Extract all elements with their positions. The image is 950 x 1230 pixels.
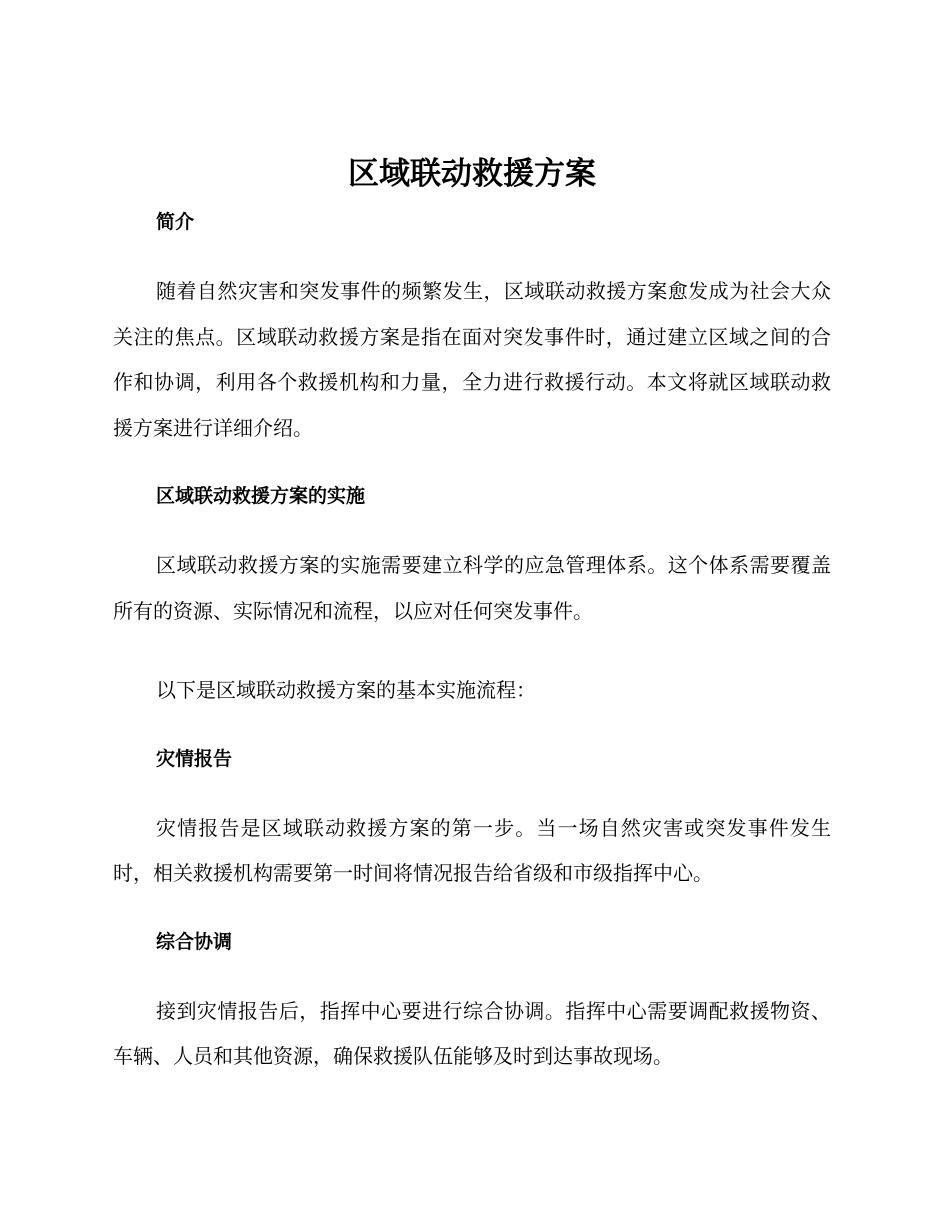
section-heading-coordination: 综合协调 xyxy=(156,930,233,953)
paragraph-coordination: 接到灾情报告后，指挥中心要进行综合协调。指挥中心需要调配救援物资、车辆、人员和其他资源，确保救援队伍能够及时到达事故现场。 xyxy=(113,998,831,1068)
section-heading-implementation: 区域联动救援方案的实施 xyxy=(156,485,366,507)
section-heading-disaster-report: 灾情报告 xyxy=(156,747,233,770)
section-disaster-report xyxy=(113,746,831,897)
section-implementation xyxy=(113,483,831,714)
document-page xyxy=(113,152,831,1080)
paragraph-process-intro: 以下是区域联动救援方案的基本实施流程： xyxy=(156,678,536,702)
section-heading-intro: 简介 xyxy=(156,211,195,233)
paragraph-disaster-report: 灾情报告是区域联动救援方案的第一步。当一场自然灾害或突发事件发生时，相关救援机构需要第一时间将情况报告给省级和市级指挥中心。 xyxy=(113,815,831,885)
paragraph-implementation: 区域联动救援方案的实施需要建立科学的应急管理体系。这个体系需要覆盖所有的资源、实际情况和流程，以应对任何突发事件。 xyxy=(113,553,831,623)
paragraph-intro: 随着自然灾害和突发事件的频繁发生，区域联动救援方案愈发成为社会大众关注的焦点。区域联动救援方案是指在面对突发事件时，通过建立区域之间的合作和协调，利用各个救援机构和力量，全力进行救援行动。本文将就区域联动救援方案进行详细介绍。 xyxy=(113,279,831,440)
section-intro xyxy=(113,209,831,451)
document-title: 区域联动救援方案 xyxy=(348,156,596,192)
section-coordination xyxy=(113,929,831,1080)
